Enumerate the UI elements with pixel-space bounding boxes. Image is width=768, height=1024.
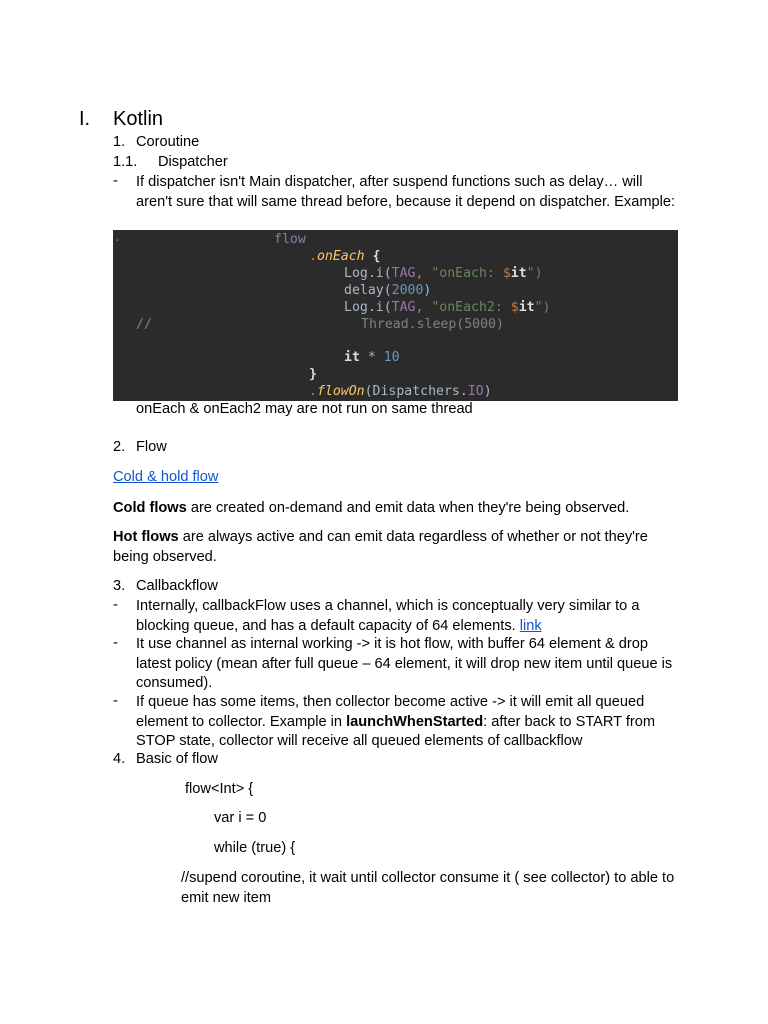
flow-code-line-1: flow<Int> { [185,781,254,797]
section3-bullet-2-text: It use channel as internal working -> it is hot flow, with buffer 64 element & drop latest policy (mean after full queue – 64 element, it will drop new item until queue is consumed). [136,636,673,691]
code-line-4: delay(2000) [344,283,432,298]
section3-bullet-1: - [113,597,118,613]
code-line-1: flow [274,232,306,247]
callbackflow-link[interactable]: link [519,617,542,634]
section3-bullet-3-text: If queue has some items, then collector become active -> it will emit all queued element to collector. Example in launchWhenStarted: after back to START from STOP state, collector will receive all queued elements of callbackflow [136,694,656,749]
section4-title: Basic of flow [136,751,218,767]
section1-title: Coroutine [136,134,200,150]
heading-number: I. [79,108,91,130]
code-gutter: - [114,233,121,246]
cold-hold-flow-link[interactable]: Cold & hold flow [113,469,219,485]
code-line-7: it * 10 [344,350,400,365]
section3-bullet-1-text: Internally, callbackFlow uses a channel, which is conceptually very similar to a blocking queue, and has a default capacity of 64 elements. link [136,598,640,634]
flow-code-line-3: while (true) { [214,840,296,856]
section2-number: 2. [113,439,126,455]
section4-number: 4. [113,751,126,767]
flow-code-line-2: var i = 0 [214,810,267,826]
code-line-6-comment: // [136,317,152,332]
heading-title: Kotlin [113,108,164,130]
code-line-6-rest: Thread.sleep(5000) [361,317,504,332]
code-line-9: .flowOn(Dispatchers.IO) [309,384,492,399]
section1-bullet-text: If dispatcher isn't Main dispatcher, after suspend functions such as delay… will aren't sure that will same thread before, because it depend on dispatcher. Example: [136,174,676,210]
section1-sub-title: Dispatcher [158,154,228,170]
section1-number: 1. [113,134,126,150]
code-block [113,230,678,401]
section3-bullet-2: - [113,635,118,651]
section2-title: Flow [136,439,167,455]
section3-number: 3. [113,578,126,594]
code-line-5: Log.i(TAG, "onEach2: $it") [344,300,551,315]
flow-code-comment: //supend coroutine, it wait until collector consume it ( see collector) to able to emit new item [181,870,675,906]
section1-sub-number: 1.1. [113,154,138,170]
code-line-2: .onEach { [309,249,381,264]
code-line-8: } [309,367,317,382]
cold-flows-paragraph: Cold flows are created on-demand and emit data when they're being observed. [113,500,630,516]
code-line-3: Log.i(TAG, "onEach: $it") [344,266,543,281]
section1-after-code: onEach & onEach2 may are not run on same thread [136,401,473,417]
section3-title: Callbackflow [136,578,218,594]
section1-bullet: - [113,173,118,189]
hot-flows-paragraph: Hot flows are always active and can emit data regardless of whether or not they're being observed. [113,529,648,565]
section3-bullet-3: - [113,693,118,709]
